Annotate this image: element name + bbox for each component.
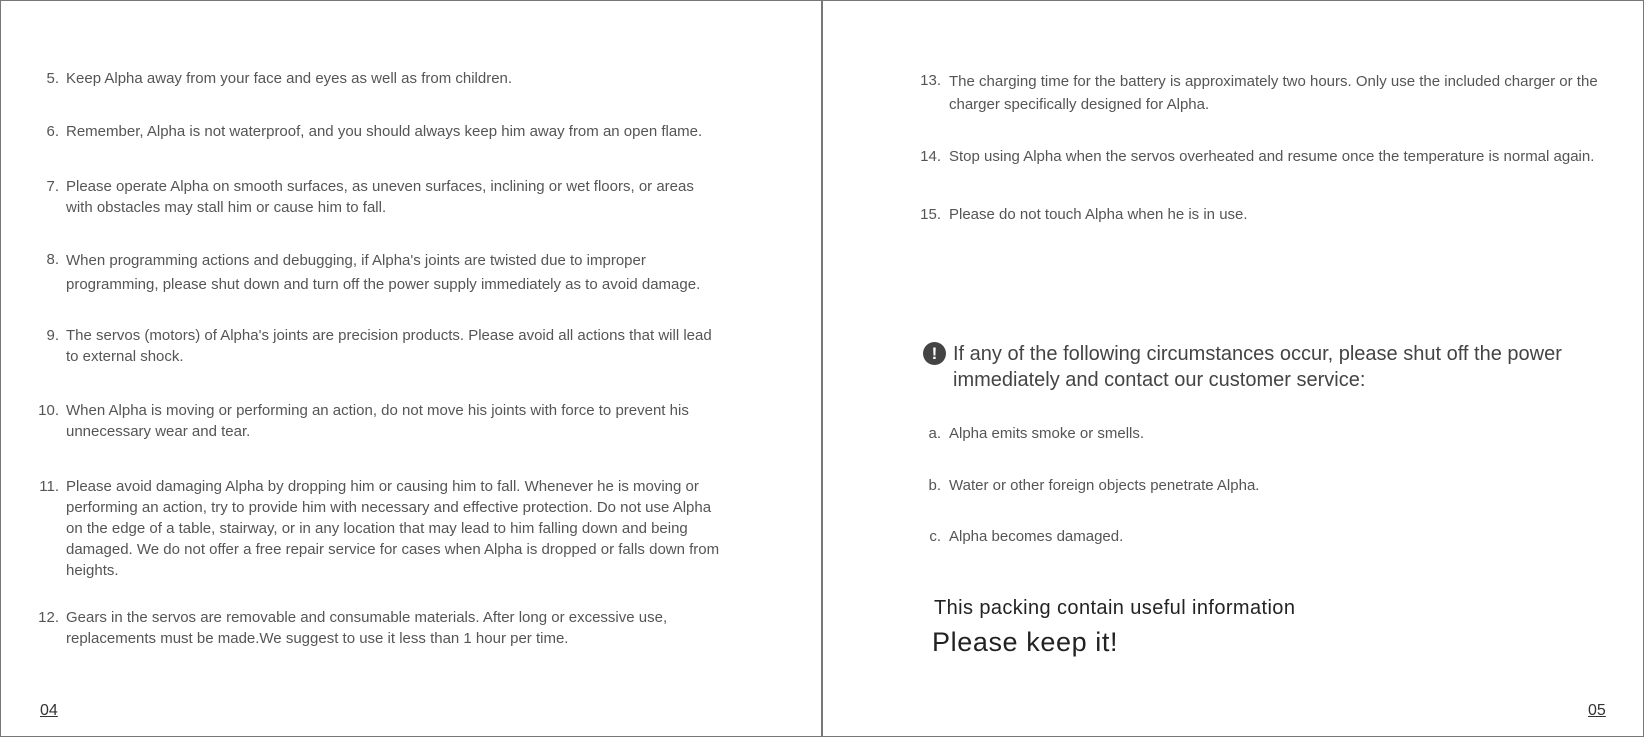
item-number: 6. <box>46 123 59 140</box>
item-text: Stop using Alpha when the servos overheated and resume once the temperature is normal again. <box>949 148 1595 165</box>
page-number: 04 <box>40 702 58 719</box>
list-item <box>911 146 1631 167</box>
page-number: 05 <box>1588 702 1606 719</box>
item-number: 5. <box>46 70 59 87</box>
item-number: 7. <box>46 178 59 195</box>
list-item <box>30 325 722 367</box>
item-text: The charging time for the battery is approximately two hours. Only use the included charger or the charger specifically designed for Alpha. <box>949 73 1598 113</box>
item-text: Alpha becomes damaged. <box>949 528 1124 545</box>
item-text: Water or other foreign objects penetrate Alpha. <box>949 477 1260 494</box>
item-number: 13. <box>920 72 941 89</box>
packing-note: This packing contain useful information <box>934 597 1296 619</box>
exclamation-icon: ! <box>923 342 946 365</box>
item-letter: c. <box>929 528 941 545</box>
list-item <box>30 400 722 442</box>
list-item <box>30 607 722 649</box>
item-text: When Alpha is moving or performing an action, do not move his joints with force to prevent his unnecessary wear and tear. <box>66 402 689 440</box>
left-page <box>0 0 821 737</box>
item-letter: a. <box>928 425 941 442</box>
item-text: When programming actions and debugging, if Alpha's joints are twisted due to improper programming, please shut down and turn off the power supply immediately as to avoid damage. <box>66 252 701 293</box>
circumstance-item <box>911 475 1631 496</box>
item-text: Alpha emits smoke or smells. <box>949 425 1145 442</box>
list-item <box>911 204 1631 225</box>
keep-note: Please keep it! <box>932 627 1119 657</box>
item-letter: b. <box>928 477 941 494</box>
item-text: Please do not touch Alpha when he is in use. <box>949 206 1248 223</box>
warning-text: If any of the following circumstances occur, please shut off the power immediately and contact our customer service: <box>953 343 1562 391</box>
list-item <box>30 176 722 218</box>
item-text: Gears in the servos are removable and consumable materials. After long or excessive use, replacements must be made.We suggest to use it less than 1 hour per time. <box>66 609 668 647</box>
list-item <box>30 476 722 581</box>
circumstance-item <box>911 526 1631 547</box>
list-item <box>30 68 722 89</box>
item-text: Keep Alpha away from your face and eyes as well as from children. <box>66 70 513 87</box>
item-number: 12. <box>38 609 59 626</box>
list-item <box>30 121 722 142</box>
item-text: Remember, Alpha is not waterproof, and you should always keep him away from an open flame. <box>66 123 703 140</box>
item-text: The servos (motors) of Alpha's joints are precision products. Please avoid all actions that will lead to external shock. <box>66 327 712 365</box>
item-number: 14. <box>920 148 941 165</box>
item-text: Please operate Alpha on smooth surfaces, as uneven surfaces, inclining or wet floors, or areas with obstacles may stall him or cause him to fall. <box>66 178 694 216</box>
item-number: 10. <box>38 402 59 419</box>
item-number: 11. <box>39 478 59 495</box>
list-item <box>30 249 722 297</box>
circumstance-item <box>911 423 1631 444</box>
item-text: Please avoid damaging Alpha by dropping him or causing him to fall. Whenever he is moving or performing an action, try to provide him with necessary and effective protection. Do not use Alpha on the edge of a table, stairway, or in any location that may lead to him falling down and being damaged. We do not offer a free repair service for cases when Alpha is dropped or falls down from heights. <box>66 478 720 579</box>
item-number: 15. <box>920 206 941 223</box>
right-page <box>823 0 1644 737</box>
warning-notice <box>923 341 1593 393</box>
item-number: 9. <box>46 327 59 344</box>
list-item <box>911 70 1631 116</box>
item-number: 8. <box>46 251 59 268</box>
